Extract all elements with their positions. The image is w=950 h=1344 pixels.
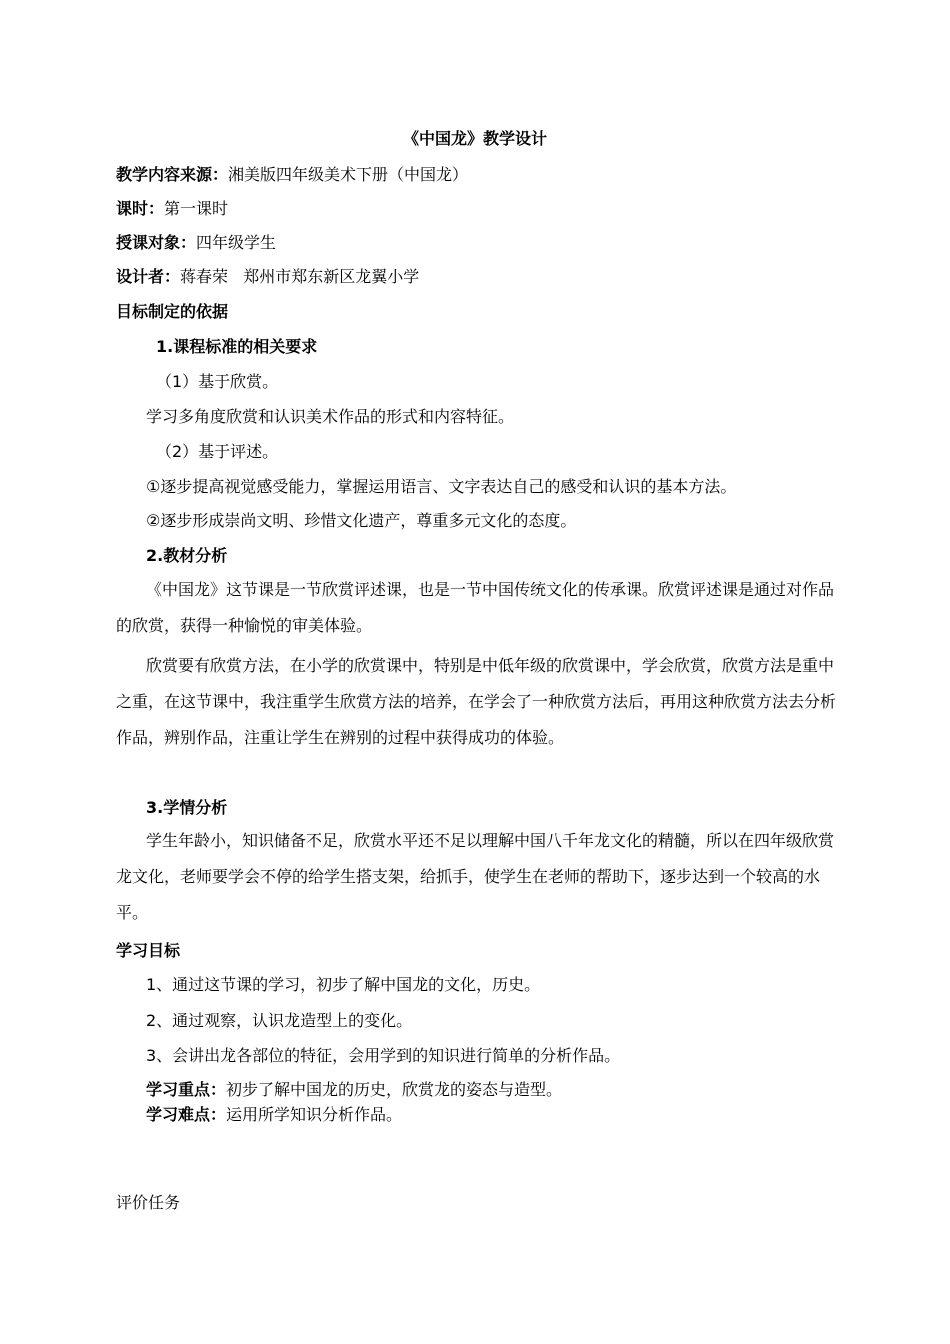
standards-item2: （2）基于评述。 [156, 442, 279, 461]
goal-item-1: 1、通过这节课的学习，初步了解中国龙的文化，历史。 [146, 975, 541, 994]
source-line [116, 164, 468, 186]
key-point-line [146, 1079, 562, 1101]
standards-item1-text: 学习多角度欣赏和认识美术作品的形式和内容特征。 [146, 407, 515, 426]
material-heading: 2.教材分析 [146, 546, 228, 565]
audience-value: 四年级学生 [196, 233, 277, 252]
difficulty-label: 学习难点： [146, 1105, 227, 1124]
key-point-value: 初步了解中国龙的历史，欣赏龙的姿态与造型。 [226, 1080, 563, 1099]
period-label: 课时： [116, 199, 165, 218]
period-value: 第一课时 [164, 199, 229, 218]
goals-heading: 学习目标 [116, 941, 181, 960]
document-title: 《中国龙》教学设计 [402, 129, 547, 148]
period-line [116, 198, 228, 220]
key-point-label: 学习重点： [146, 1080, 227, 1099]
designer-line [116, 266, 419, 288]
basis-heading: 目标制定的依据 [116, 302, 229, 321]
goal-item-2: 2、通过观察，认识龙造型上的变化。 [146, 1011, 413, 1030]
material-paragraph-1: 《中国龙》这节课是一节欣赏评述课，也是一节中国传统文化的传承课。欣赏评述课是通过对作品的欣赏，获得一种愉悦的审美体验。 [116, 580, 835, 635]
difficulty-line [146, 1104, 402, 1126]
standards-item2-text2: ②逐步形成崇尚文明、珍惜文化遗产，尊重多元文化的态度。 [146, 511, 577, 530]
goal-item-3: 3、会讲出龙各部位的特征，会用学到的知识进行简单的分析作品。 [146, 1046, 621, 1065]
designer-value: 蒋春荣 郑州市郑东新区龙翼小学 [180, 267, 420, 286]
difficulty-value: 运用所学知识分析作品。 [226, 1105, 403, 1124]
evaluation-heading: 评价任务 [116, 1193, 181, 1212]
source-label: 教学内容来源： [116, 165, 229, 184]
standards-heading: 1.课程标准的相关要求 [156, 337, 318, 356]
standards-item2-text1: ①逐步提高视觉感受能力，掌握运用语言、文字表达自己的感受和认识的基本方法。 [146, 477, 737, 496]
material-paragraph-2: 欣赏要有欣赏方法，在小学的欣赏课中，特别是中低年级的欣赏课中，学会欣赏，欣赏方法是重中之重，在这节课中，我注重学生欣赏方法的培养，在学会了一种欣赏方法后，再用这种欣赏方法去分析作品，辨别作品，注重让学生在辨别的过程中获得成功的体验。 [116, 656, 837, 747]
source-value: 湘美版四年级美术下册（中国龙） [228, 165, 469, 184]
students-heading: 3.学情分析 [146, 798, 228, 817]
audience-line [116, 232, 276, 254]
standards-item1: （1）基于欣赏。 [156, 372, 279, 391]
audience-label: 授课对象： [116, 233, 197, 252]
designer-label: 设计者： [116, 267, 181, 286]
students-paragraph: 学生年龄小，知识储备不足，欣赏水平还不足以理解中国八千年龙文化的精髓，所以在四年级欣赏龙文化，老师要学会不停的给学生搭支架，给抓手，使学生在老师的帮助下，逐步达到一个较高的水平。 [116, 831, 835, 922]
